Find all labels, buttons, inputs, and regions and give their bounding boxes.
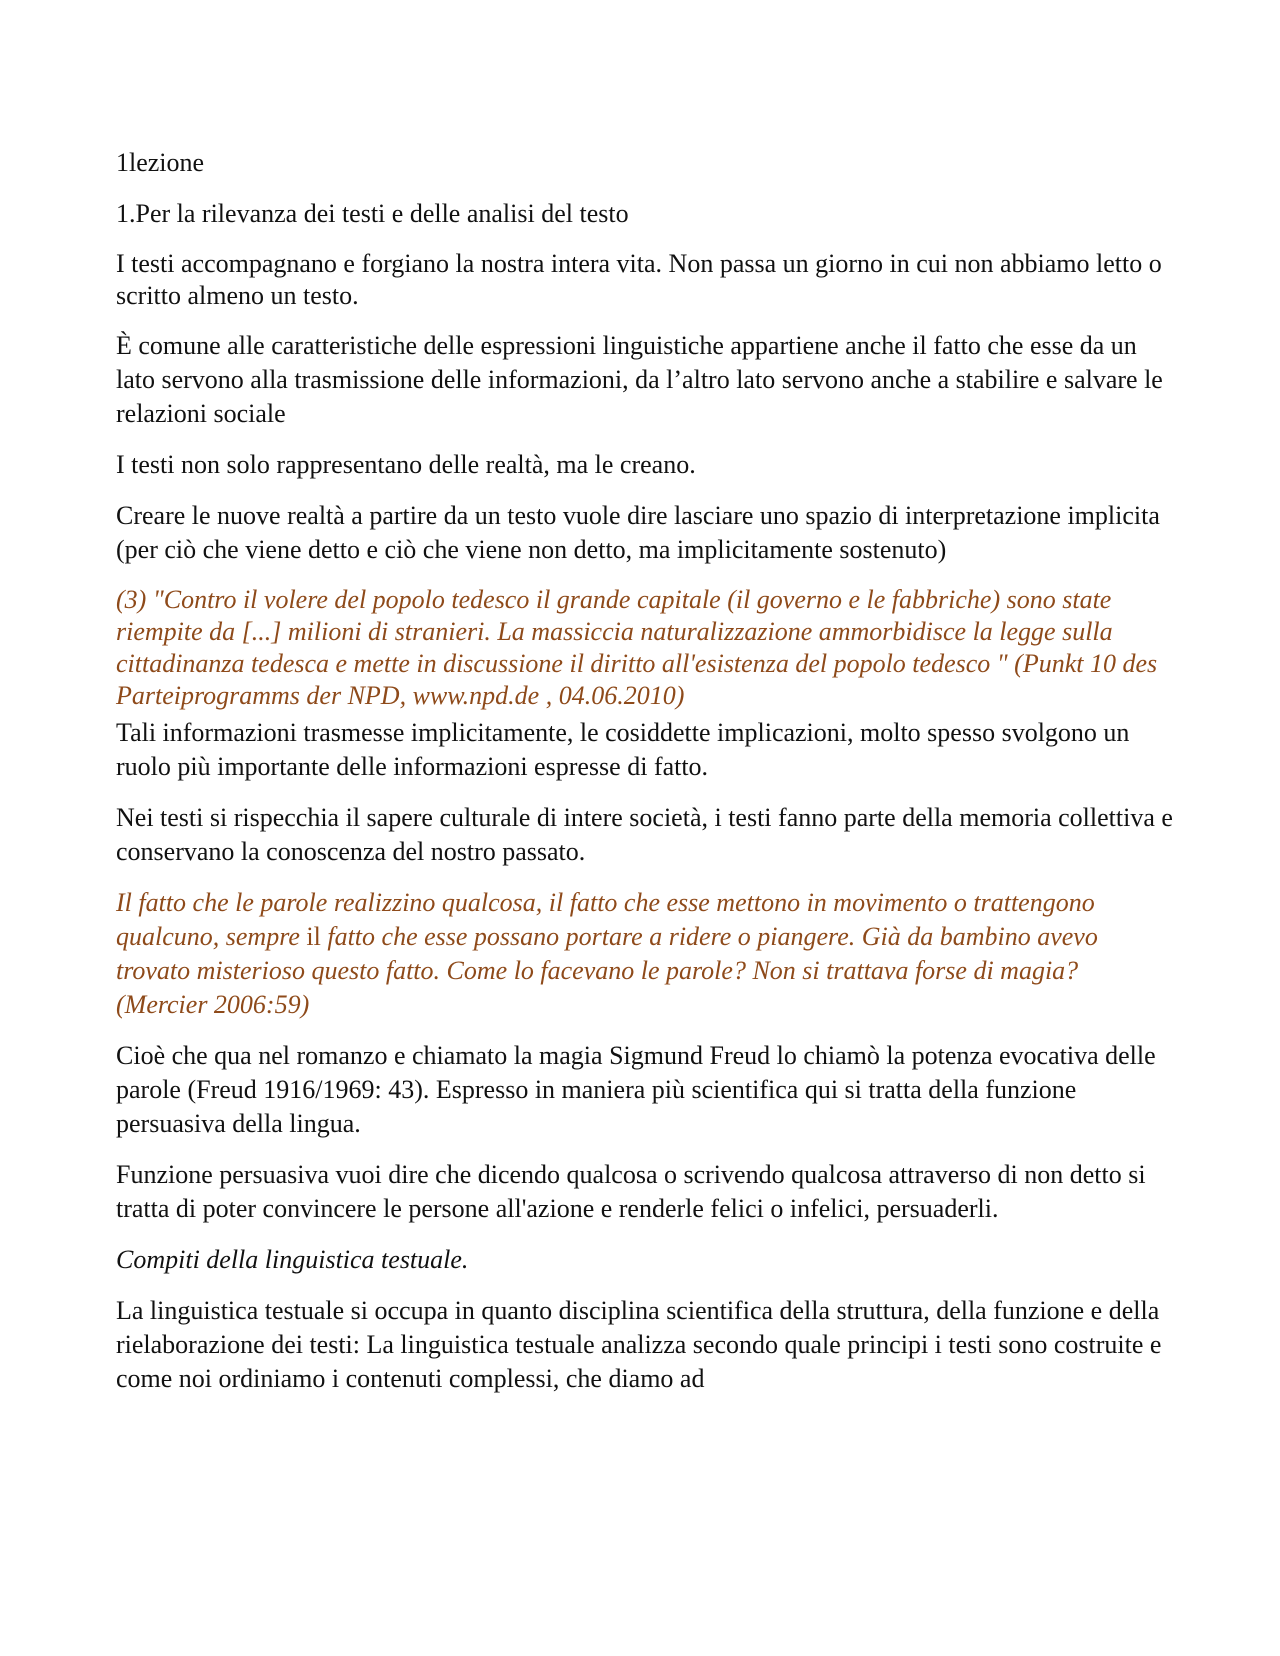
paragraph: Creare le nuove realtà a partire da un testo vuole dire lasciare uno spazio di interpretazione implicita (per ciò che viene detto e ciò che viene non detto, ma implicitamente sostenuto) (116, 501, 1160, 564)
lesson-title: 1lezione (116, 148, 205, 177)
paragraph: I testi accompagnano e forgiano la nostra intera vita. Non passa un giorno in cui non abbiamo letto o scritto almeno un testo. (116, 249, 1162, 310)
quote-text-upright: il (306, 922, 321, 951)
paragraph: È comune alle caratteristiche delle espressioni linguistiche appartiene anche il fatto che esse da un lato servono alla trasmissione delle informazioni, da l’altro lato servono anche a stabilire e salvare le relazioni sociale (116, 331, 1163, 428)
subheading: Compiti della linguistica testuale. (116, 1245, 469, 1274)
paragraph: La linguistica testuale si occupa in quanto disciplina scientifica della struttura, della funzione e della rielaborazione dei testi: La linguistica testuale analizza secondo quale principi i testi sono costruite e come noi ordiniamo i contenuti complessi, che diamo ad (116, 1296, 1162, 1393)
paragraph: Funzione persuasiva vuoi dire che dicendo qualcosa o scrivendo qualcosa attraverso di non detto si tratta di poter convincere le persone all'azione e renderle felici o infelici, persuaderli. (116, 1160, 1146, 1223)
quote-npd: (3) "Contro il volere del popolo tedesco il grande capitale (il governo e le fabbriche) sono state riempite da [...] milioni di stranieri. La massiccia naturalizzazione ammorbidisce la legge sulla cittadinanza tedesca e mette in discussione il diritto all'esistenza del popolo tedesco " (Punkt 10 des Parteiprogramms der NPD, www.npd.de , 04.06.2010) (116, 585, 1158, 710)
quote-text: Il fatto che le parole realizzino qualcosa, il fatto che esse mettono in movimento o trattengono qualcuno, sempre (116, 888, 1095, 951)
section-heading: 1.Per la rilevanza dei testi e delle analisi del testo (116, 199, 629, 228)
quote-text: fatto che esse possano portare a ridere o piangere. Già da bambino avevo trovato misterioso questo fatto. Come lo facevano le parole? Non si trattava forse di magia? (Mercier 2006:59) (116, 922, 1098, 1019)
paragraph: Tali informazioni trasmesse implicitamente, le cosiddette implicazioni, molto spesso svolgono un ruolo più importante delle informazioni espresse di fatto. (116, 718, 1130, 781)
paragraph: Nei testi si rispecchia il sapere culturale di intere società, i testi fanno parte della memoria collettiva e conservano la conoscenza del nostro passato. (116, 803, 1173, 866)
paragraph: I testi non solo rappresentano delle realtà, ma le creano. (116, 450, 696, 479)
document-body (116, 146, 1176, 1396)
paragraph: Cioè che qua nel romanzo e chiamato la magia Sigmund Freud lo chiamò la potenza evocativa delle parole (Freud 1916/1969: 43). Espresso in maniera più scientifica qui si tratta della funzione persuasiva della lingua. (116, 1041, 1156, 1138)
quote-mercier (116, 886, 1176, 1022)
